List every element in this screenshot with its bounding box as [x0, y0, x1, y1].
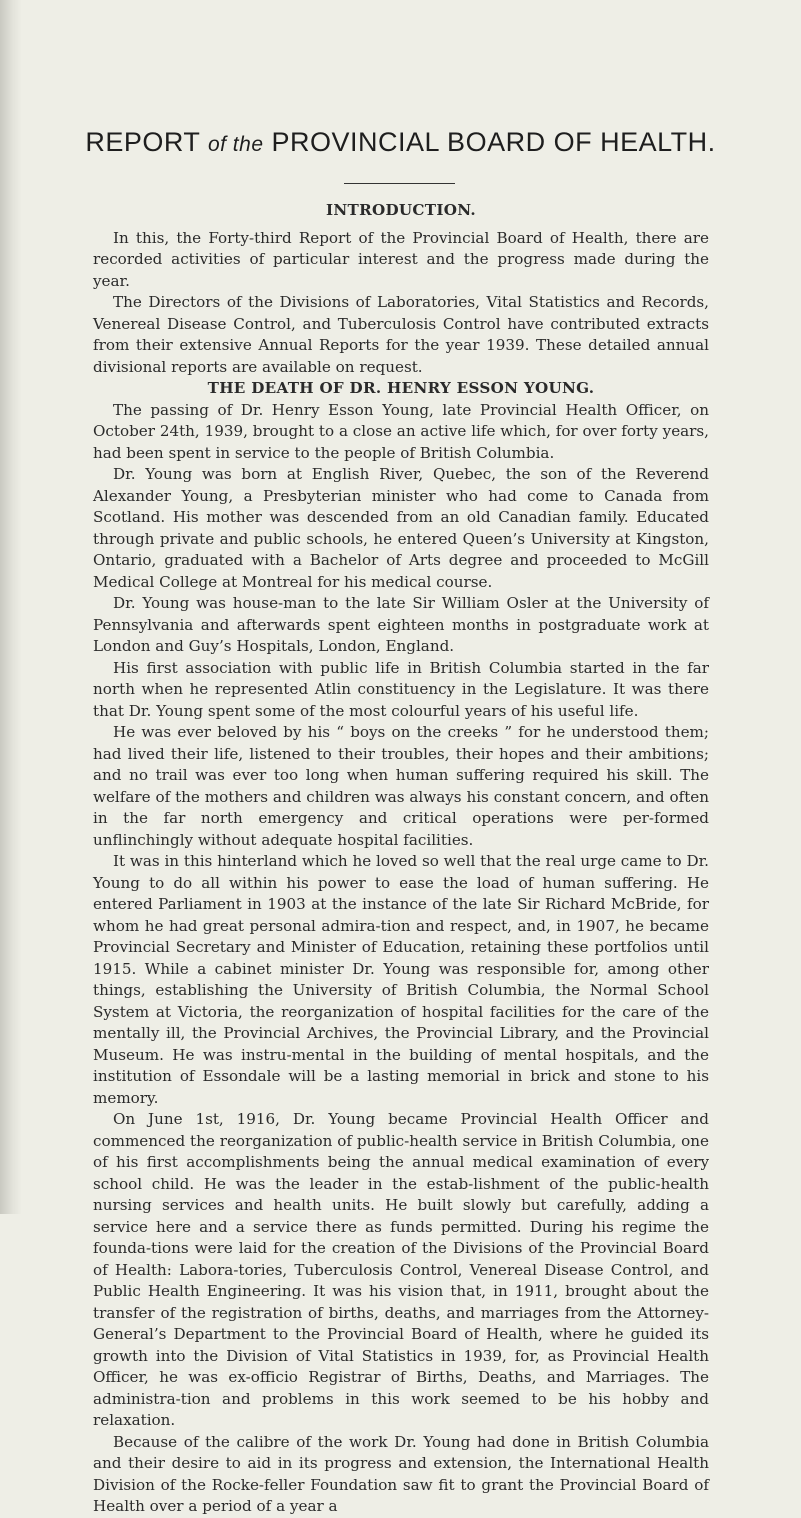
title-start: REPORT	[85, 127, 200, 157]
title-divider	[344, 183, 455, 184]
death-section-paragraph: Because of the calibre of the work Dr. Young had done in British Columbia and their desire to aid in its progress and extension, the International Health Division of the Rocke-feller Foundation saw fit to grant the Provincial Board of Health over a period of a year a	[93, 1432, 709, 1515]
report-body	[93, 200, 709, 1518]
death-section-heading: THE DEATH OF DR. HENRY ESSON YOUNG.	[207, 379, 595, 397]
report-title	[0, 127, 801, 158]
introduction-heading: INTRODUCTION.	[326, 201, 476, 219]
title-end: PROVINCIAL BOARD OF HEALTH.	[271, 127, 716, 157]
title-connector: of the	[207, 133, 264, 156]
death-section-paragraph: Dr. Young was house-man to the late Sir William Osler at the University of Pennsylvania and afterwards spent eighteen months in postgraduate work at London and Guy’s Hospitals, London, England.	[93, 594, 709, 655]
page-edge-shadow	[0, 0, 22, 1214]
death-section-paragraph: On June 1st, 1916, Dr. Young became Provincial Health Officer and commenced the reorganization of public-health service in British Columbia, one of his first accomplishments being the annual medical examination of every school child. He was the leader in the estab-lishment of the public-health nursing services and health units. He built slowly but carefully, adding a service here and a service there as funds permitted. During his regime the founda-tions were laid for the creation of the Divisions of the Provincial Board of Health: Labora-tories, Tuberculosis Control, Venereal Disease Control, and Public Health Engineering. It was his vision that, in 1911, brought about the transfer of the registration of births, deaths, and marriages from the Attorney-General’s Department to the Provincial Board of Health, where he guided its growth into the Division of Vital Statistics in 1939, for, as Provincial Health Officer, he was ex-officio Registrar of Births, Deaths, and Marriages. The administra-tion and problems in this work seemed to be his hobby and relaxation.	[93, 1110, 709, 1429]
introduction-paragraph: The Directors of the Divisions of Laboratories, Vital Statistics and Records, Venereal Disease Control, and Tuberculosis Control have contributed extracts from their extensive Annual Reports for the year 1939. These detailed annual divisional reports are available on request.	[93, 293, 709, 376]
death-section-paragraph: The passing of Dr. Henry Esson Young, late Provincial Health Officer, on October 24th, 1939, brought to a close an active life which, for over forty years, had been spent in service to the people of British Columbia.	[93, 400, 709, 462]
death-section-paragraph: His first association with public life in British Columbia started in the far north when he represented Atlin constituency in the Legislature. It was there that Dr. Young spent some of the most colourful years of his useful life.	[93, 658, 709, 720]
death-section-paragraph: He was ever beloved by his “ boys on the creeks ” for he understood them; had lived their life, listened to their troubles, their hopes and their ambitions; and no trail was ever too long when human suffering required his skill. The welfare of the mothers and children was always his constant concern, and often in the far north emergency and critical operations were per-formed unflinchingly without adequate hospital facilities.	[93, 723, 709, 849]
death-section-paragraph: Dr. Young was born at English River, Quebec, the son of the Reverend Alexander Young, a Presbyterian minister who had come to Canada from Scotland. His mother was descended from an old Canadian family. Educated through private and public schools, he entered Queen’s University at Kingston, Ontario, graduated with a Bachelor of Arts degree and proceeded to McGill Medical College at Montreal for his medical course.	[93, 465, 709, 591]
death-section-paragraph: It was in this hinterland which he loved so well that the real urge came to Dr. Young to do all within his power to ease the load of human suffering. He entered Parliament in 1903 at the instance of the late Sir Richard McBride, for whom he had great personal admira-tion and respect, and, in 1907, he became Provincial Secretary and Minister of Education, retaining these portfolios until 1915. While a cabinet minister Dr. Young was responsible for, among other things, establishing the University of British Columbia, the Normal School System at Victoria, the reorganization of hospital facilities for the care of the mentally ill, the Provincial Archives, the Provincial Library, and the Provincial Museum. He was instru-mental in the building of mental hospitals, and the institution of Essondale will be a lasting memorial in brick and stone to his memory.	[93, 852, 709, 1107]
introduction-paragraph: In this, the Forty-third Report of the Provincial Board of Health, there are recorded activities of particular interest and the progress made during the year.	[93, 228, 709, 290]
